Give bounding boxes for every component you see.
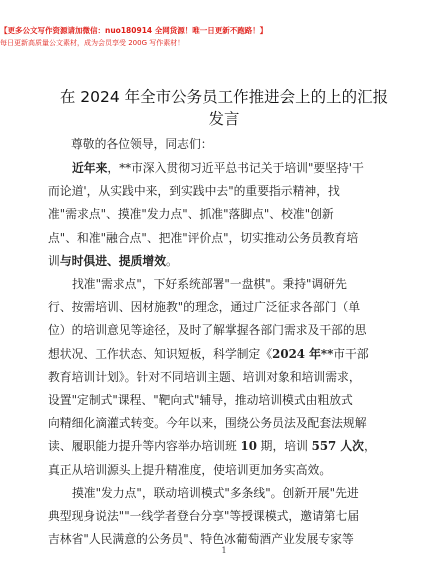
paragraph-line: 真正从培训源头上提升精准度，使培训更加务实高效。 xyxy=(48,463,332,477)
bold-run: 近年来 xyxy=(72,161,108,175)
text-run: 期，培训 xyxy=(256,439,312,453)
paragraph-line xyxy=(48,347,369,361)
paragraph-line xyxy=(48,439,376,453)
paragraph-line: 找准"需求点"，下好系统部署"一盘棋"。秉持"调研先 xyxy=(72,277,347,291)
paragraph-line: 准"需求点"、摸准"发力点"、抓准"落脚点"、校准"创新 xyxy=(48,207,334,221)
text-run: 想状况、工作状态、知识短板，科学制定《 xyxy=(48,347,273,361)
text-run: 。 xyxy=(166,254,178,268)
text-run: ， xyxy=(363,439,376,453)
document-title-line-2: 发言 xyxy=(208,110,240,128)
text-run: 读、履职能力提升等内容举办培训班 xyxy=(48,439,241,453)
banner-line-2: 每日更新高质量公文素材，成为会员享受 200G 写作素材！ xyxy=(0,39,185,47)
paragraph-line: 吉林省"人民满意的公务员"、特色冰葡萄酒产业发展专家等 xyxy=(48,532,354,546)
banner-line-1: 【更多公文写作资源请加微信：nuo180914 全网货源！唯一日更新不跑路！】 xyxy=(0,26,268,35)
paragraph-line: 而论道'，从实践中来，到实践中去"的重要指示精神，找 xyxy=(48,184,340,198)
paragraph-line: 教育培训计划》。针对不同培训主题、培训对象和培训需求， xyxy=(48,370,361,384)
paragraph-line: 行、按需培训、因材施教"的理念，通过广泛征求各部门（单 xyxy=(48,300,361,314)
paragraph-line: 点"、和准"融合点"、把准"评价点"，切实推动公务员教育培 xyxy=(48,231,359,245)
paragraph-line xyxy=(48,254,178,268)
bold-run: 10 xyxy=(240,439,257,453)
paragraph-line: 摸准"发力点"，联动培训模式"多条线"。创新开展"先进 xyxy=(72,486,359,500)
paragraph-line: 位）的培训意见等途径，及时了解掌握各部门需求及干部的思 xyxy=(48,323,367,337)
document-title-line-1: 在 2024 年全市公务员工作推进会上的上的汇报 xyxy=(59,88,389,106)
text-run: 训 xyxy=(48,254,60,268)
salutation: 尊敬的各位领导，同志们： xyxy=(71,137,213,151)
page-number: 1 xyxy=(221,546,227,555)
paragraph-line: 典型现身说法""一线学者登台分享"等授课模式，邀请第七届 xyxy=(48,509,360,523)
paragraph-line: 向精细化滴灌式转变。今年以来，围绕公务员法及配套法规解 xyxy=(48,416,367,430)
bold-run: 557 人次 xyxy=(311,439,364,453)
bold-run: 2024 年** xyxy=(272,347,334,361)
paragraph-line xyxy=(72,161,364,175)
text-run: ，**市深入贯彻习近平总书记关于培训"要坚持'干 xyxy=(107,161,364,175)
text-run: 市干部 xyxy=(333,347,369,361)
bold-run: 与时俱进、提质增效 xyxy=(59,254,166,268)
paragraph-line: 设置"定制式"课程、"靶向式"辅导，推动培训模式由粗放式 xyxy=(48,393,353,407)
